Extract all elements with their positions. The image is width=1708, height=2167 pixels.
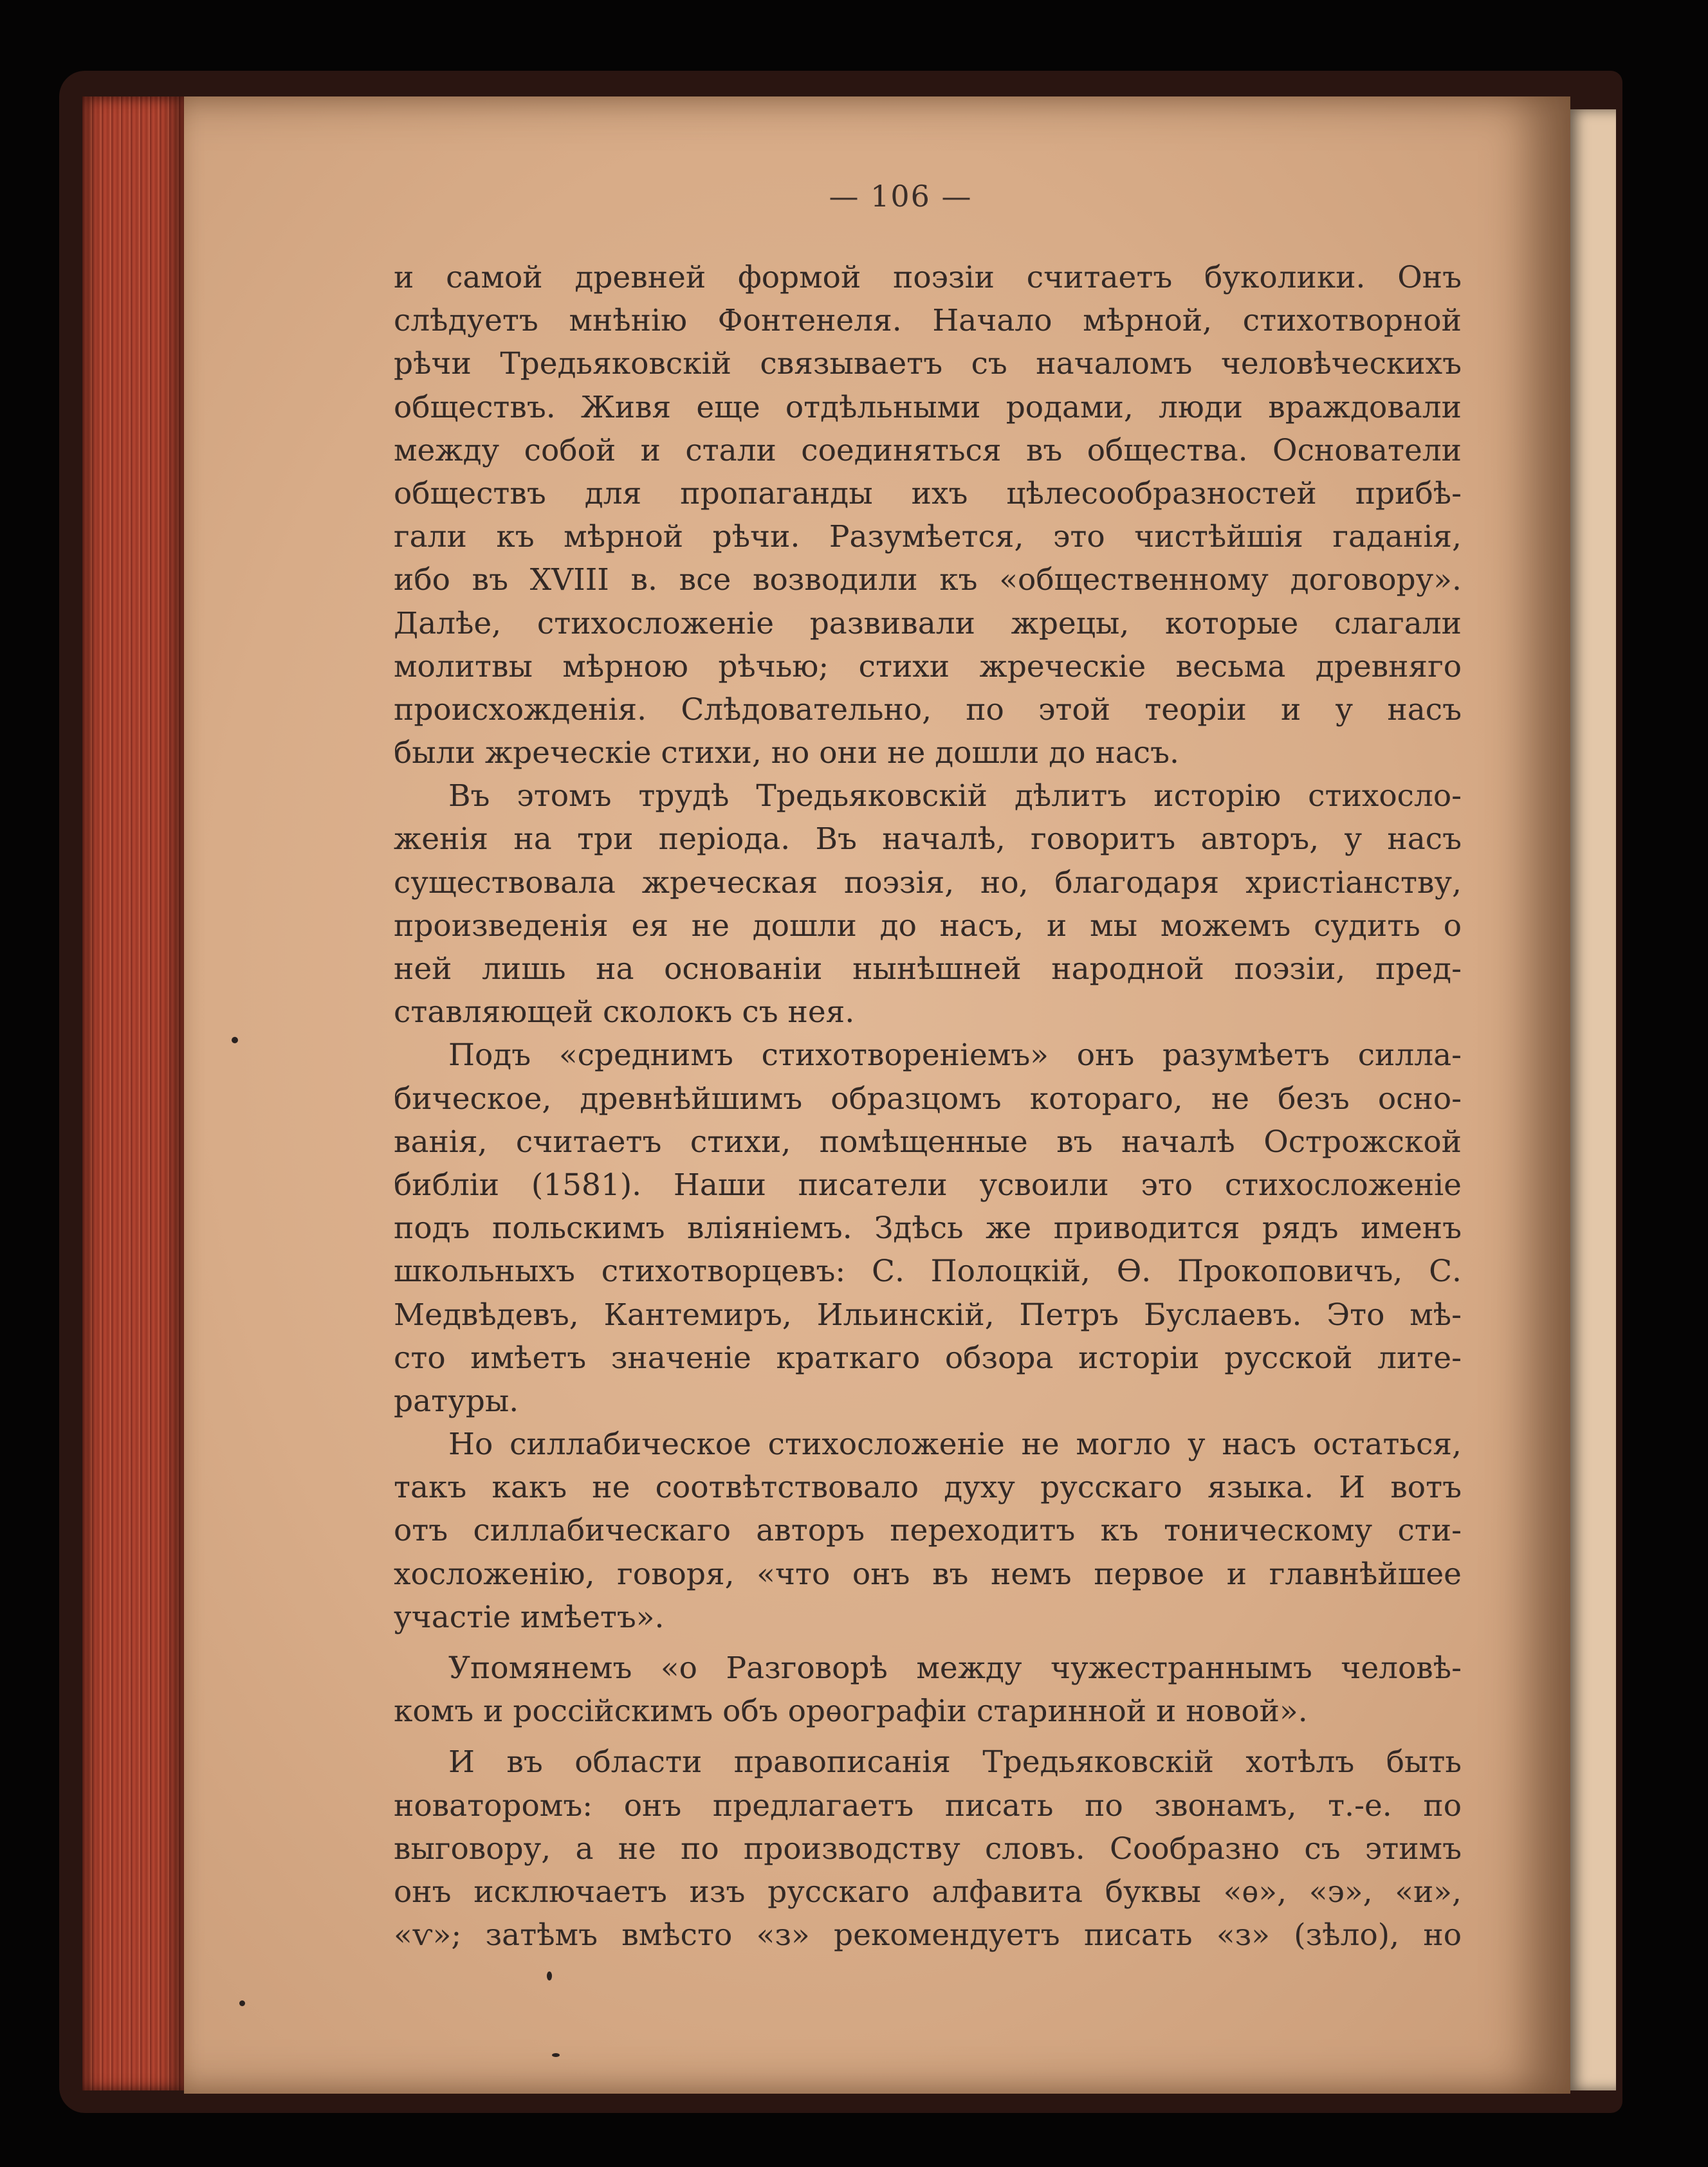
text-line: слѣдуетъ мнѣнію Фонтенеля. Начало мѣрной, стихотворной <box>394 303 1462 339</box>
text-line: Далѣе, стихосложеніе развивали жрецы, которые слагали <box>394 605 1462 641</box>
text-line: школьныхъ стихотворцевъ: С. Полоцкій, Ѳ. Прокоповичъ, С. <box>394 1254 1462 1290</box>
text-line: Медвѣдевъ, Кантемиръ, Ильинскій, Петръ Буслаевъ. Это мѣ- <box>394 1297 1462 1333</box>
page-number: — 106 — <box>829 179 973 214</box>
text-line: онъ исключаетъ изъ русскаго алфавита буквы «ѳ», «э», «и», <box>394 1874 1462 1910</box>
text-line: комъ и россійскимъ объ орѳографіи старинной и новой». <box>394 1694 1308 1730</box>
text-line: ванія, считаетъ стихи, помѣщенные въ началѣ Острожской <box>394 1124 1462 1160</box>
ink-speck <box>552 2053 560 2057</box>
text-line: хосложенію, говоря, «что онъ въ немъ первое и главнѣйшее <box>394 1556 1462 1592</box>
ink-speck <box>547 1971 552 1980</box>
text-line: молитвы мѣрною рѣчью; стихи жреческіе весьма древняго <box>394 648 1462 684</box>
text-line: выговору, а не по производству словъ. Сообразно съ этимъ <box>394 1831 1462 1867</box>
text-line: гали къ мѣрной рѣчи. Разумѣется, это чистѣйшія гаданія, <box>394 519 1462 555</box>
text-line: «ѵ»; затѣмъ вмѣсто «з» рекомендуетъ писать «з» (зѣло), но <box>394 1917 1462 1953</box>
ink-speck <box>232 1037 238 1043</box>
text-line: между собой и стали соединяться въ общества. Основатели <box>394 432 1462 468</box>
text-line: ней лишь на основаніи нынѣшней народной поэзіи, пред- <box>394 951 1462 987</box>
text-line: подъ польскимъ вліяніемъ. Здѣсь же приводится рядъ именъ <box>394 1211 1462 1247</box>
text-line: Упомянемъ «о Разговорѣ между чужестраннымъ человѣ- <box>448 1650 1462 1686</box>
text-line: рѣчи Тредьяковскій связываетъ съ началомъ человѣческихъ <box>394 346 1462 382</box>
text-line: такъ какъ не соотвѣтствовало духу русскаго языка. И вотъ <box>394 1470 1462 1506</box>
text-line: происхожденія. Слѣдовательно, по этой теоріи и у насъ <box>394 691 1462 727</box>
page-text <box>394 256 1462 1957</box>
paragraph-gap <box>394 1733 1462 1741</box>
text-line: Но силлабическое стихосложеніе не могло у насъ остаться, <box>448 1427 1462 1463</box>
text-line: были жреческіе стихи, но они не дошли до насъ. <box>394 735 1179 771</box>
text-line: Подъ «среднимъ стихотвореніемъ» онъ разумѣетъ силла- <box>448 1038 1462 1074</box>
text-line: сто имѣетъ значеніе краткаго обзора исторіи русской лите- <box>394 1340 1462 1376</box>
page-edges <box>82 96 185 2090</box>
text-line: ставляющей сколокъ съ нея. <box>394 994 855 1030</box>
text-line: бическое, древнѣйшимъ образцомъ котораго, не безъ осно- <box>394 1081 1462 1117</box>
text-line: обществъ для пропаганды ихъ цѣлесообразностей прибѣ- <box>394 475 1462 511</box>
ink-speck <box>239 2000 245 2006</box>
text-line: отъ силлабическаго авторъ переходитъ къ тоническому сти- <box>394 1513 1462 1549</box>
text-line: существовала жреческая поэзія, но, благодаря христіанству, <box>394 864 1462 901</box>
text-line: Въ этомъ трудѣ Тредьяковскій дѣлитъ исторію стихосло- <box>448 778 1462 814</box>
text-line: обществъ. Живя еще отдѣльными родами, люди враждовали <box>394 389 1462 425</box>
text-line: ибо въ XVIII в. все возводили къ «общественному договору». <box>394 562 1462 598</box>
text-line: произведенія ея не дошли до насъ, и мы можемъ судить о <box>394 908 1462 944</box>
text-line: новаторомъ: онъ предлагаетъ писать по звонамъ, т.-е. по <box>394 1788 1462 1824</box>
text-line: участіе имѣетъ». <box>394 1599 665 1635</box>
paragraph-gap <box>394 1639 1462 1647</box>
text-line: ратуры. <box>394 1383 519 1419</box>
text-line: и самой древней формой поэзіи считаетъ буколики. Онъ <box>394 260 1462 295</box>
text-line: И въ области правописанія Тредьяковскій хотѣлъ быть <box>448 1744 1462 1780</box>
text-line: женія на три періода. Въ началѣ, говоритъ авторъ, у насъ <box>394 821 1462 857</box>
facing-page-edge <box>1565 109 1616 2090</box>
text-line: библіи (1581). Наши писатели усвоили это стихосложеніе <box>394 1167 1462 1203</box>
